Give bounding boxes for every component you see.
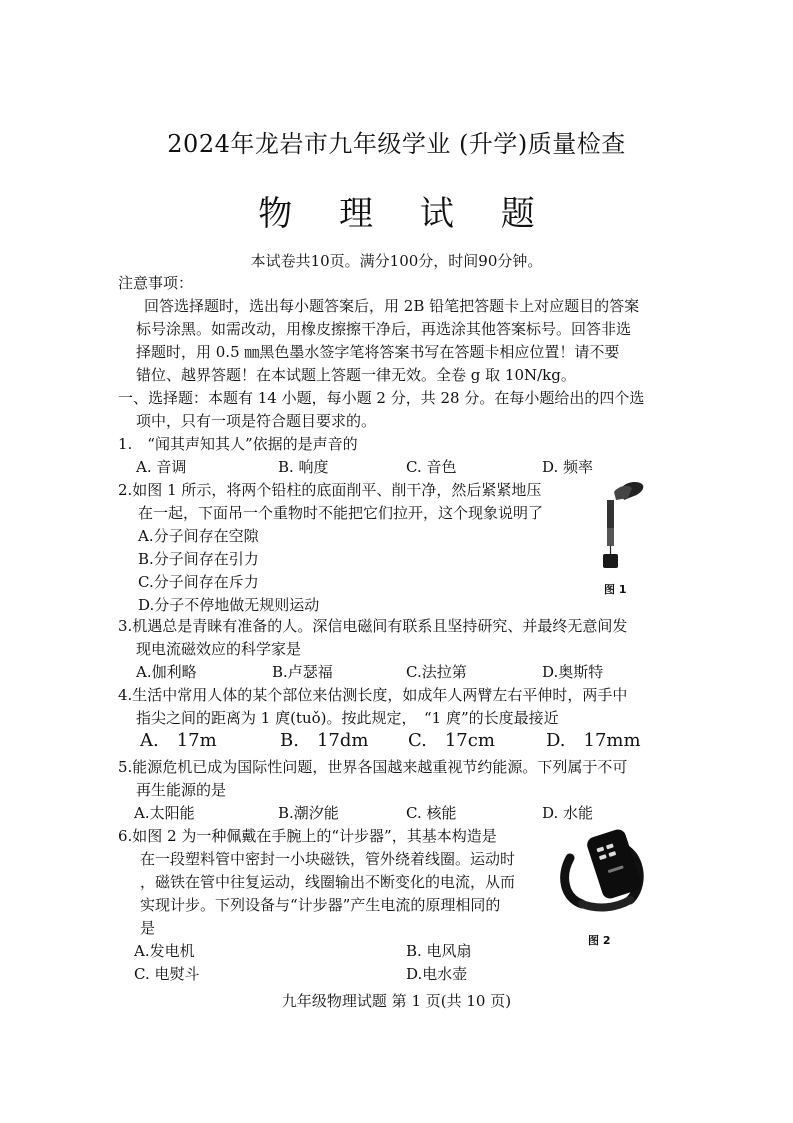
notice-line: 择题时，用 0.5 ㎜黑色墨水签字笔将答案书写在答题卡相应位置！请不要: [136, 343, 620, 361]
q5-stem: 5.能源危机已成为国际性问题，世界各国越来越重视节约能源。下列属于不可: [118, 758, 628, 776]
q6-stem-cont: 实现计步。下列设备与“计步器”产生电流的原理相同的: [140, 896, 501, 914]
q3-stem-cont: 现电流磁效应的科学家是: [136, 640, 302, 658]
figure-1-caption: 图 1: [604, 583, 627, 596]
notice-line: 错位、越界答题！在本试题上答题一律无效。全卷 g 取 10N/kg。: [136, 366, 576, 384]
q6-option-c: C. 电熨斗: [134, 965, 200, 983]
q2-option-b: B.分子间存在引力: [138, 550, 259, 568]
page-footer: 九年级物理试题 第 1 页(共 10 页): [281, 992, 512, 1010]
q5-option-c: C. 核能: [406, 804, 457, 822]
pedometer-bracelet-figure: [556, 828, 648, 928]
exam-title: 2024年龙岩市九年级学业 (升学)质量检查: [167, 130, 626, 158]
q1-stem: 1. “闻其声知其人”依据的是声音的: [118, 435, 358, 453]
q1-option-a: A. 音调: [136, 458, 187, 476]
q3-option-c: C.法拉第: [406, 663, 467, 681]
q6-option-b: B. 电风扇: [406, 942, 472, 960]
exam-info: 本试卷共10页。满分100分，时间90分钟。: [250, 252, 543, 270]
notice-heading: 注意事项：: [118, 274, 194, 292]
q2-option-d: D.分子不停地做无规则运动: [138, 596, 320, 614]
q4-option-b: B. 17dm: [280, 730, 369, 751]
q6-stem-cont: ，磁铁在管中往复运动，线圈输出不断变化的电流，从而: [140, 873, 516, 891]
lead-cylinders-figure: [590, 478, 650, 582]
q4-stem-cont: 指尖之间的距离为 1 庹(tuǒ)。按此规定， “1 庹”的长度最接近: [136, 709, 559, 727]
q5-option-a: A.太阳能: [134, 804, 195, 822]
notice-line: 回答选择题时，选出每小题答案后，用 2B 铅笔把答题卡上对应题目的答案: [144, 297, 640, 315]
q2-option-c: C.分子间存在斥力: [138, 573, 259, 591]
q2-option-a: A.分子间存在空隙: [138, 527, 259, 545]
q3-option-d: D.奥斯特: [542, 663, 604, 681]
q6-stem: 6.如图 2 为一种佩戴在手腕上的“计步器”，其基本构造是: [118, 827, 497, 845]
q3-option-a: A.伽利略: [136, 663, 197, 681]
q1-option-c: C. 音色: [406, 458, 457, 476]
q3-option-b: B.卢瑟福: [272, 663, 333, 681]
section-heading: 一、选择题：本题有 14 小题，每小题 2 分，共 28 分。在每小题给出的四个选: [118, 389, 645, 407]
q6-stem-cont: 在一段塑料管中密封一小块磁铁，管外绕着线圈。运动时: [140, 850, 516, 868]
q6-stem-cont: 是: [140, 919, 156, 937]
q5-stem-cont: 再生能源的是: [136, 781, 227, 799]
figure-2-caption: 图 2: [588, 934, 611, 947]
q4-stem: 4.生活中常用人体的某个部位来估测长度，如成年人两臂左右平伸时，两手中: [118, 686, 628, 704]
q5-option-b: B.潮汐能: [278, 804, 339, 822]
section-heading-cont: 项中，只有一项是符合题目要求的。: [136, 412, 377, 430]
notice-line: 标号涂黑。如需改动，用橡皮擦擦干净后，再选涂其他答案标号。回答非选: [136, 320, 632, 338]
q2-stem-cont: 在一起，下面吊一个重物时不能把它们拉开，这个现象说明了: [138, 504, 544, 522]
q1-option-d: D. 频率: [542, 458, 594, 476]
q4-option-d: D. 17mm: [546, 730, 641, 751]
q6-option-d: D.电水壶: [406, 965, 468, 983]
q3-stem: 3.机遇总是青睐有准备的人。深信电磁间有联系且坚持研究、并最终无意间发: [118, 617, 628, 635]
q2-stem: 2.如图 1 所示，将两个铅柱的底面削平、削干净，然后紧紧地压: [118, 481, 542, 499]
q4-option-a: A. 17m: [140, 730, 217, 751]
q1-option-b: B. 响度: [278, 458, 329, 476]
q5-option-d: D. 水能: [542, 804, 594, 822]
subject-title: 物 理 试 题: [258, 194, 553, 234]
q6-option-a: A.发电机: [134, 942, 195, 960]
q4-option-c: C. 17cm: [408, 730, 495, 751]
